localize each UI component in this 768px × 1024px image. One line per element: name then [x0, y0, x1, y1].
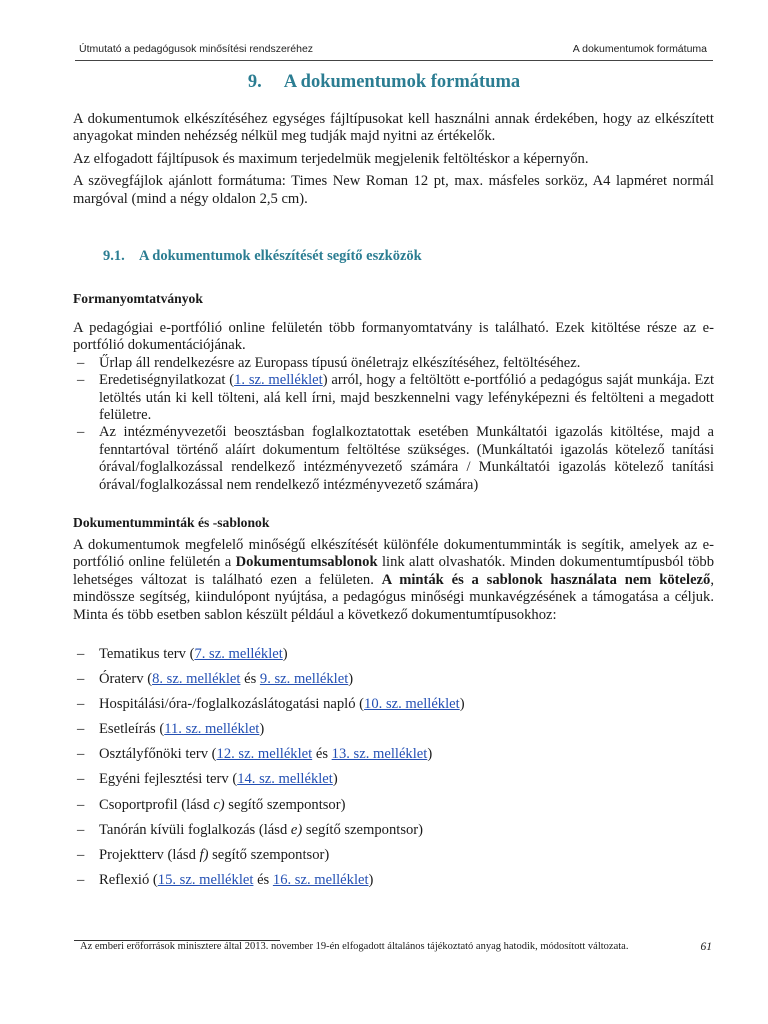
list-item-text: Projektterv (lásd [99, 846, 200, 863]
templates-list-block [73, 646, 714, 897]
list-item-text: ) [259, 721, 265, 738]
list-item-text: ) [332, 771, 338, 788]
appendix-11-link[interactable]: 11. sz. melléklet [164, 721, 260, 738]
list-item-text: Az intézményvezetői beosztásban foglalkoztatottak esetében Munkáltatói igazolás kitöltése, majd a fenntartóval történő aláírt dokumentum feltöltése szükséges. (Munkáltatói igazolás kötelező tanítási órával/foglalkozással rendelkező intézményvezető számára / Munkáltatói igazolás kötelező tanítási órával/foglalkozással nem rendelkező intézményvezető számára) [99, 424, 714, 493]
intro-paragraph-1: A dokumentumok elkészítéséhez egységes fájltípusokat kell használni annak érdekében, hogy az elkészített anyagokat minden nehézség nélkül meg tudják majd nyitni az értékelők. [73, 111, 714, 145]
section-title: A dokumentumok elkészítését segítő eszközök [139, 248, 422, 264]
list-item-text: és [253, 871, 273, 888]
list-item-text: ) arról, hogy a feltöltött e-portfólió a pedagógus saját munkája. Ezt letöltés után ki kell tölteni, alá kell írni, majd beszkennelni vagy lefényképezni és feltölteni a megadott felületre. [99, 372, 714, 424]
list-item-text: és [240, 671, 260, 688]
list-item-text: Osztályfőnöki terv ( [99, 746, 217, 763]
list-item-text: ) [282, 646, 288, 662]
intro-paragraph-2: Az elfogadott fájltípusok és maximum terjedelmük megjelenik feltöltéskor a képernyőn. [73, 150, 589, 167]
list-item [73, 424, 714, 494]
list-item [73, 721, 714, 738]
appendix-13-link[interactable]: 13. sz. melléklet [331, 746, 428, 763]
appendix-12-link[interactable]: 12. sz. melléklet [216, 746, 313, 763]
forms-intro: A pedagógiai e-portfólió online felületén több formanyomtatvány is található. Ezek kitöltése része az e-portfólió dokumentációjának. [73, 320, 714, 354]
list-item-text: Űrlap áll rendelkezésre az Europass típusú önéletrajz elkészítéséhez, feltöltéséhez. [99, 354, 581, 371]
list-item-text: Óraterv ( [99, 671, 153, 688]
paragraph-text: link alatt olvashatók. Minden dokumentumtípusból több lehetséges változat is található ezen a felületen. [73, 554, 715, 588]
list-item-text: segítő szempontsor) [302, 821, 424, 838]
header-right: A dokumentumok formátuma [572, 43, 707, 55]
appendix-16-link[interactable]: 16. sz. melléklet [272, 871, 369, 888]
bold-text: A minták és a sablonok használata nem kötelező [381, 571, 711, 588]
header-left: Útmutató a pedagógusok minősítési rendszeréhez [79, 43, 314, 55]
list-item-text: Tematikus terv ( [99, 646, 195, 662]
bold-text: Dokumentumsablonok [235, 554, 378, 571]
chapter-number: 9. [247, 72, 262, 92]
list-item-text: Tanórán kívüli foglalkozás (lásd [99, 821, 291, 838]
list-item [73, 746, 714, 763]
list-item-text: ) [459, 696, 465, 713]
list-item [73, 847, 714, 864]
intro-paragraph-3: A szövegfájlok ajánlott formátuma: Times New Roman 12 pt, max. másfeles sorköz, A4 lapméret normál margóval (mind a négy oldalon 2,5 cm). [73, 173, 714, 207]
paragraph-text: A dokumentumok megfelelő minőségű elkészítését különféle dokumentumminták is segítik, amelyek az e-portfólió online felületén a [73, 537, 714, 571]
forms-block [73, 320, 714, 494]
forms-heading: Formanyomtatványok [73, 291, 203, 306]
italic-text: c) [213, 796, 225, 813]
forms-list [73, 355, 714, 494]
list-item [73, 771, 714, 788]
list-item-text: Eredetiségnyilatkozat ( [99, 372, 235, 389]
appendix-1-link[interactable]: 1. sz. melléklet [234, 372, 323, 389]
appendix-8-link[interactable]: 8. sz. melléklet [152, 671, 241, 688]
running-header [75, 38, 713, 61]
list-item-text: segítő szempontsor) [208, 846, 330, 863]
footer [80, 941, 712, 953]
appendix-7-link[interactable]: 7. sz. melléklet [194, 646, 283, 662]
chapter-title-text: A dokumentumok formátuma [283, 72, 521, 92]
appendix-14-link[interactable]: 14. sz. melléklet [237, 771, 333, 788]
footer-text: Az emberi erőforrások minisztere által 2013. november 19-én elfogadott általános tájékoztató anyag hatodik, módosított változata. [80, 941, 629, 952]
templates-block [73, 537, 714, 624]
italic-text: e) [290, 821, 303, 838]
list-item [73, 671, 714, 688]
list-item-text: Hospitálási/óra-/foglalkozáslátogatási napló ( [99, 696, 365, 713]
paragraph-text: , mindössze segítség, kiindulópont nyújtása, a pedagógus minőségi munkavégzésének a támogatása a céljuk. Minta és több esetben sablon készült például a következő dokumentumtípusokhoz: [73, 571, 714, 623]
section-number: 9.1. [103, 248, 125, 264]
list-item-text: ) [427, 746, 433, 763]
list-item-text: Csoportprofil (lásd [99, 796, 214, 813]
list-item [73, 872, 714, 889]
list-item-text: és [312, 746, 332, 763]
list-item-text: Egyéni fejlesztési terv ( [99, 771, 238, 788]
list-item [73, 822, 714, 839]
list-item-text: segítő szempontsor) [224, 796, 346, 813]
templates-heading: Dokumentumminták és -sablonok [73, 515, 270, 530]
list-item-text: ) [368, 871, 374, 888]
list-item [73, 696, 714, 713]
appendix-10-link[interactable]: 10. sz. melléklet [364, 696, 460, 713]
italic-text: f) [199, 846, 209, 863]
intro-block [73, 111, 714, 208]
list-item [73, 646, 714, 663]
section-heading [73, 248, 714, 265]
list-item-text: Reflexió ( [99, 871, 158, 888]
list-item [73, 355, 714, 372]
templates-list [73, 646, 714, 889]
page-number: 61 [700, 941, 712, 953]
list-item-text: Esetleírás ( [99, 721, 165, 738]
appendix-9-link[interactable]: 9. sz. melléklet [259, 671, 349, 688]
appendix-15-link[interactable]: 15. sz. melléklet [157, 871, 254, 888]
chapter-title [0, 72, 768, 93]
templates-paragraph [73, 537, 714, 624]
list-item [73, 797, 714, 814]
list-item-text: ) [348, 671, 354, 688]
list-item [73, 372, 714, 424]
